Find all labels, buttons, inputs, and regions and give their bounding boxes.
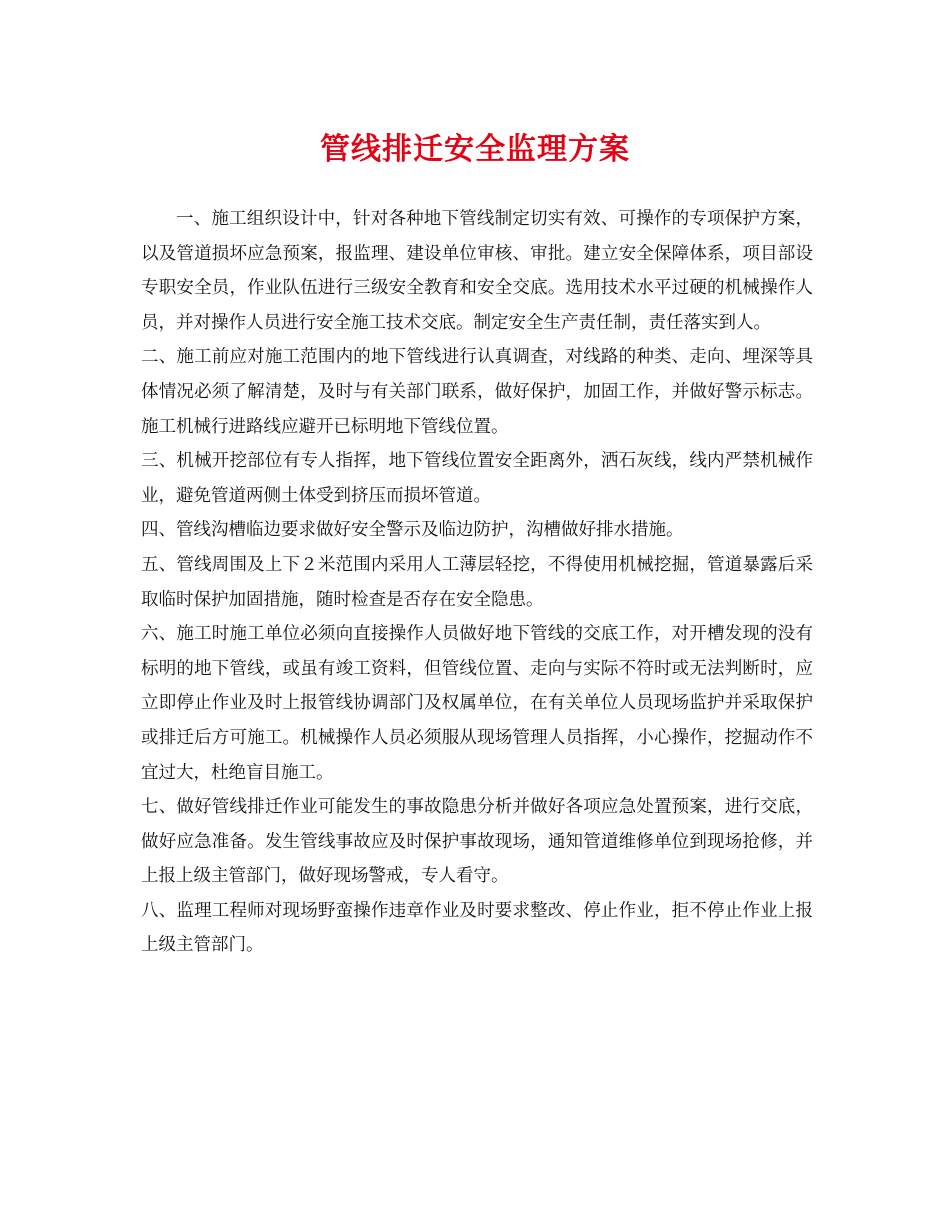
paragraph-8: 八、监理工程师对现场野蛮操作违章作业及时要求整改、停止作业，拒不停止作业上报上级主管部门。 xyxy=(141,900,813,956)
document-title: 管线排迁安全监理方案 xyxy=(320,132,630,167)
paragraph-7: 七、做好管线排迁作业可能发生的事故隐患分析并做好各项应急处置预案，进行交底，做好应急准备。发生管线事故应及时保护事故现场，通知管道维修单位到现场抢修，并上报上级主管部门，做好现场警戒，专人看守。 xyxy=(141,797,813,887)
paragraph-4: 四、管线沟槽临边要求做好安全警示及临边防护，沟槽做好排水措施。 xyxy=(141,520,684,541)
paragraph-3: 三、机械开挖部位有专人指挥，地下管线位置安全距离外，洒石灰线，线内严禁机械作业，避免管道两侧土体受到挤压而损坏管道。 xyxy=(141,451,813,506)
paragraph-6: 六、施工时施工单位必须向直接操作人员做好地下管线的交底工作，对开槽发现的没有标明的地下管线，或虽有竣工资料，但管线位置、走向与实际不符时或无法判断时，应立即停止作业及时上报管线协调部门及权属单位，在有关单位人员现场监护并采取保护或排迁后方可施工。机械操作人员必须服从现场管理人员指挥，小心操作，挖掘动作不宜过大，杜绝盲目施工。 xyxy=(141,624,813,783)
paragraph-5: 五、管线周围及上下２米范围内采用人工薄层轻挖，不得使用机械挖掘，管道暴露后采取临时保护加固措施，随时检查是否存在安全隐患。 xyxy=(141,554,813,610)
paragraph-1: 一、施工组织设计中，针对各种地下管线制定切实有效、可操作的专项保护方案，以及管道损坏应急预案，报监理、建设单位审核、审批。建立安全保障体系，项目部设专职安全员，作业队伍进行三级安全教育和安全交底。选用技术水平过硬的机械操作人员，并对操作人员进行安全施工技术交底。制定安全生产责任制，责任落实到人。 xyxy=(141,209,813,333)
document-body xyxy=(141,202,813,963)
paragraph-2: 二、施工前应对施工范围内的地下管线进行认真调查，对线路的种类、走向、埋深等具体情况必须了解清楚，及时与有关部门联系，做好保护，加固工作，并做好警示标志。施工机械行进路线应避开已标明地下管线位置。 xyxy=(141,347,813,437)
